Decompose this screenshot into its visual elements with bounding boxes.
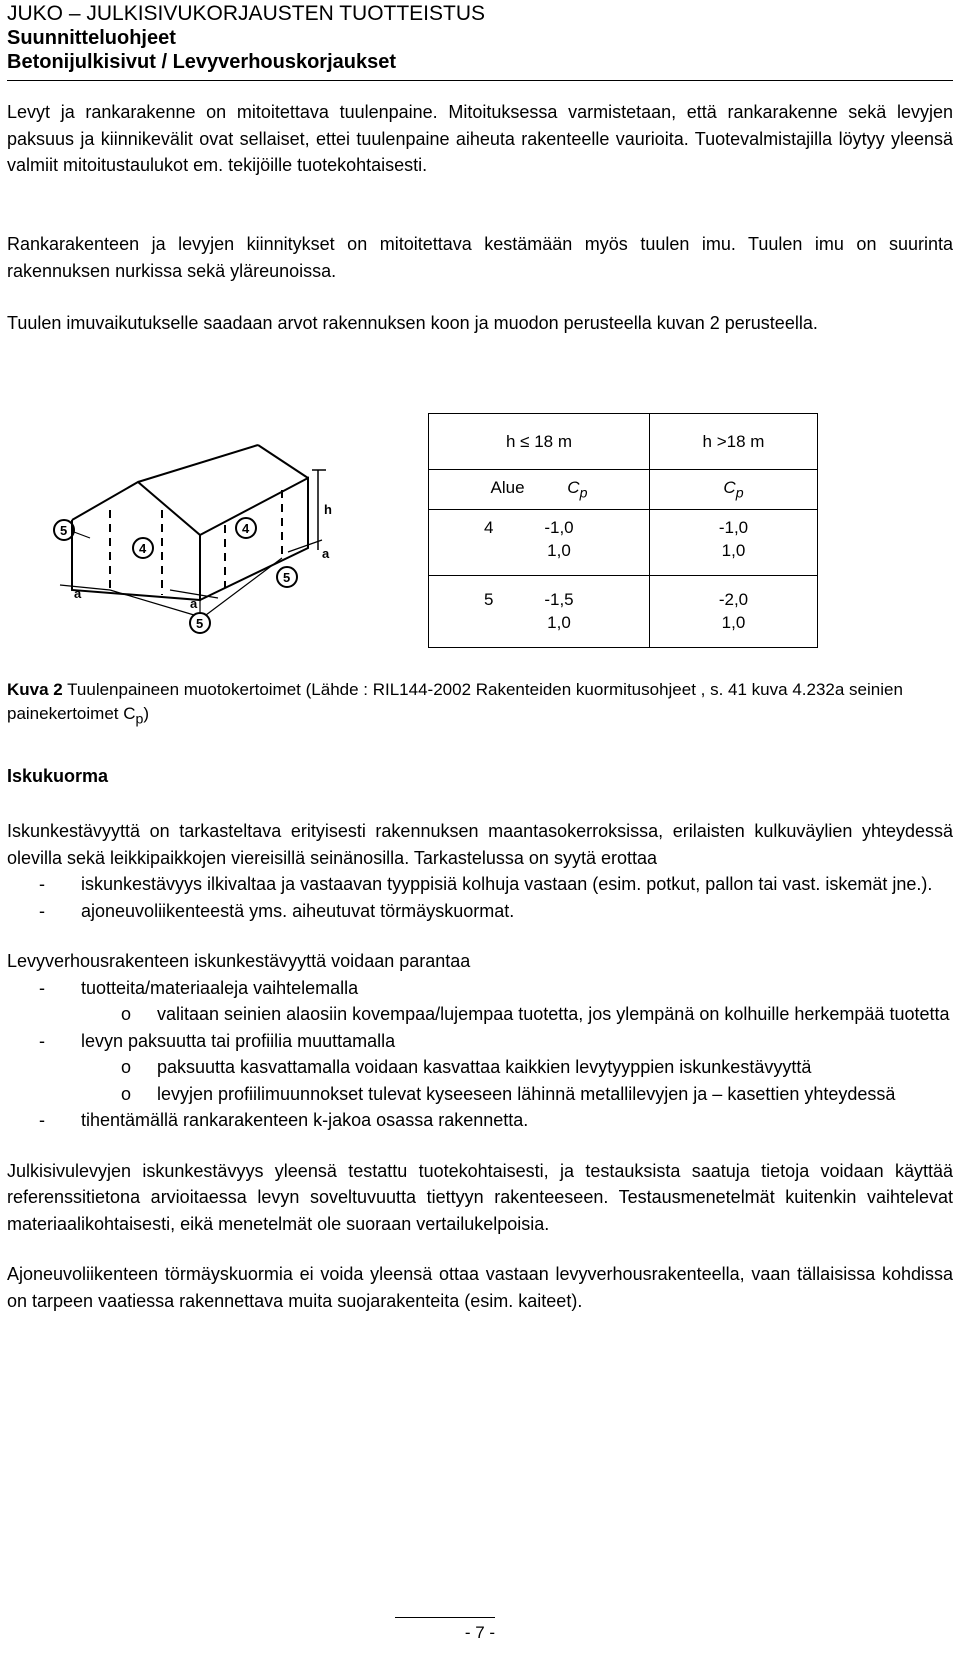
svg-text:h: h [324, 502, 332, 517]
list-item: - tuotteita/materiaaleja vaihtelemalla [39, 977, 359, 998]
header-high-building: h >18 m [650, 414, 818, 470]
footer-rule [395, 1617, 495, 1618]
alue-cp-header-low: Alue $C_p$ [429, 470, 650, 510]
pressure-coefficient-table [428, 413, 818, 648]
paragraph-vehicle: Ajoneuvoliikenteen törmäyskuormia ei voida yleensä ottaa vastaan levyverhousrakenteella, vaan tällaisissa kohdissa on tarpeen vaatiessa rakennettava muita suojarakenteita (esim. kaiteet). [7, 1264, 953, 1311]
svg-text:a: a [74, 586, 82, 601]
paragraph-suction-values: Tuulen imuvaikutukselle saadaan arvot rakennuksen koon ja muodon perusteella kuvan 2 perusteella. [7, 313, 818, 333]
cp-header-high: $C_p$ [650, 470, 818, 510]
svg-text:5: 5 [283, 570, 291, 585]
building-wind-zone-drawing [50, 440, 350, 635]
paragraph-wind-pressure: Levyt ja rankarakenne on mitoitettava tuulenpaine. Mitoituksessa varmistetaan, että rankarakenne sekä levyjen paksuus ja kiinnikevälit ovat sellaiset, ettei tuulenpaine aiheuta rakenteelle vaurioita. Tuotevalmistajilla löytyy yleensä valmiit mitoitustaulukot em. tekijöille tuotekohtaisesti. [7, 102, 953, 175]
figure-caption: Kuva 2 Tuulenpaineen muotokertoimet (Lähde : RIL144-2002 Rakenteiden kuormitusohjeet , s. 41 kuva 4.232a seinien painekertoimet $C_p$) [7, 680, 903, 728]
paragraph-wind-suction: Rankarakenteen ja levyjen kiinnitykset on mitoitettava kestämään myös tuulen imu. Tuulen imu on suurinta rakennuksen nurkissa sekä yläreunoissa. [7, 234, 953, 281]
sub-list-item: o levyjen profiilimuunnokset tulevat kyseeseen lähinnä metallilevyjen ja – kasettien yhteydessä [121, 1083, 896, 1104]
header-subtitle-1: Suunnitteluohjeet [7, 27, 176, 49]
header-rule [7, 80, 953, 81]
list-item: - iskunkestävyys ilkivaltaa ja vastaavan tyyppisiä kolhuja vastaan (esim. potkut, pallon tai vast. iskemät jne.). [39, 874, 933, 894]
svg-text:a: a [190, 596, 198, 611]
table-row-zone-5-low: 5 -1,5 1,0 [429, 576, 650, 648]
header-low-building: h ≤ 18 m [429, 414, 650, 470]
paragraph-testing: Julkisivulevyjen iskunkestävyys yleensä testattu tuotekohtaisesti, ja testauksista saatuja tietoja voidaan käyttää referenssitietona arvioitaessa levyn soveltuvuutta tiettyyn rakenteeseen. Testausmenetelmät kuitenkin vaihtelevat materiaalikohtaisesti, eikä menetelmät ole suoraan vertailukelpoisia. [7, 1160, 953, 1234]
list-item: - levyn paksuutta tai profiilia muuttamalla [39, 1030, 396, 1051]
impact-section-body [7, 818, 953, 1314]
svg-text:a: a [322, 546, 330, 561]
header-subtitle-2: Betonijulkisivut / Levyverhouskorjaukset [7, 51, 397, 73]
improve-intro: Levyverhousrakenteen iskunkestävyyttä voidaan parantaa [7, 951, 471, 971]
svg-text:4: 4 [242, 521, 250, 536]
svg-text:4: 4 [139, 541, 147, 556]
sub-list-item: o valitaan seinien alaosiin kovempaa/lujempaa tuotetta, jos ylempänä on kolhuille herkempää tuotetta [121, 1004, 950, 1024]
svg-text:5: 5 [60, 523, 68, 538]
header-title: JUKO – JULKISIVUKORJAUSTEN TUOTTEISTUS [7, 2, 486, 25]
sub-list-item: o paksuutta kasvattamalla voidaan kasvattaa kaikkien levytyyppien iskunkestävyyttä [121, 1057, 812, 1077]
impact-intro: Iskunkestävyyttä on tarkasteltava erityisesti rakennuksen maantasokerroksissa, erilaisten kulkuväylien yhteydessä olevilla sekä leikkipaikkojen viereisillä seinänosilla. Tarkastelussa on syytä erottaa [7, 821, 953, 868]
table-row-zone-4-high: -1,0 1,0 [650, 510, 818, 576]
section-heading: Iskukuorma [7, 766, 109, 786]
list-item: - ajoneuvoliikenteestä yms. aiheutuvat törmäyskuormat. [39, 900, 515, 921]
svg-text:5: 5 [196, 616, 204, 631]
page-number: - 7 - [464, 1623, 496, 1642]
document-header [7, 2, 485, 74]
table-row-zone-4-low: 4 -1,0 1,0 [429, 510, 650, 576]
list-item: - tihentämällä rankarakenteen k-jakoa osassa rakennetta. [39, 1110, 529, 1130]
table-row-zone-5-high: -2,0 1,0 [650, 576, 818, 648]
